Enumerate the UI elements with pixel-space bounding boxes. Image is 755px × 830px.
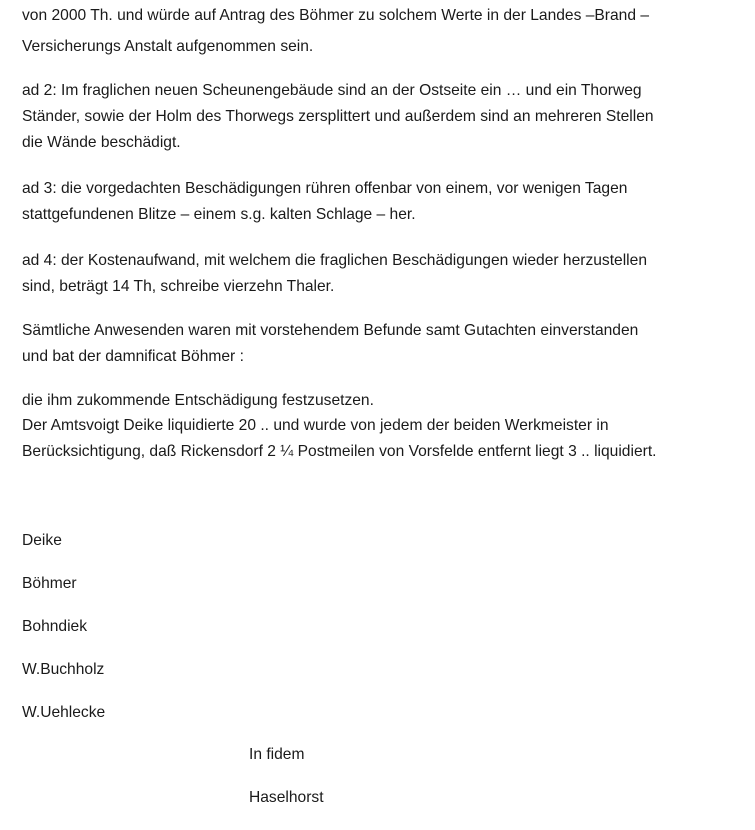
text-line: ad 3: die vorgedachten Beschädigungen rühren offenbar von einem, vor wenigen Tagen — [22, 180, 628, 197]
text-line: Versicherungs Anstalt aufgenommen sein. — [22, 38, 314, 55]
signature-name: Bohndiek — [22, 618, 88, 635]
text-line: sind, beträgt 14 Th, schreibe vierzehn Thaler. — [22, 278, 335, 295]
signature-name: Böhmer — [22, 575, 77, 592]
text-line: Ständer, sowie der Holm des Thorwegs zersplittert und außerdem sind an mehreren Stellen — [22, 108, 654, 125]
text-line: von 2000 Th. und würde auf Antrag des Böhmer zu solchem Werte in der Landes –Brand – — [22, 7, 650, 24]
text-line: Berücksichtigung, daß Rickensdorf 2 ¼ Postmeilen von Vorsfelde entfernt liegt 3 .. liquidiert. — [22, 443, 657, 460]
text-line: und bat der damnificat Böhmer : — [22, 348, 244, 365]
attestation-name: Haselhorst — [249, 789, 324, 806]
text-line: ad 2: Im fraglichen neuen Scheunengebäude sind an der Ostseite ein … und ein Thorweg — [22, 82, 642, 99]
text-line: stattgefundenen Blitze – einem s.g. kalten Schlage – her. — [22, 206, 416, 223]
text-line: die Wände beschädigt. — [22, 134, 181, 151]
signature-name: Deike — [22, 532, 62, 549]
signature-name: W.Buchholz — [22, 661, 105, 678]
text-line: die ihm zukommende Entschädigung festzusetzen. — [22, 392, 374, 409]
text-line: Sämtliche Anwesenden waren mit vorstehendem Befunde samt Gutachten einverstanden — [22, 322, 639, 339]
text-line: ad 4: der Kostenaufwand, mit welchem die fraglichen Beschädigungen wieder herzustellen — [22, 252, 647, 269]
text-line: Der Amtsvoigt Deike liquidierte 20 .. und wurde von jedem der beiden Werkmeister in — [22, 417, 609, 434]
signature-name: W.Uehlecke — [22, 704, 106, 721]
attestation-label: In fidem — [249, 746, 305, 763]
